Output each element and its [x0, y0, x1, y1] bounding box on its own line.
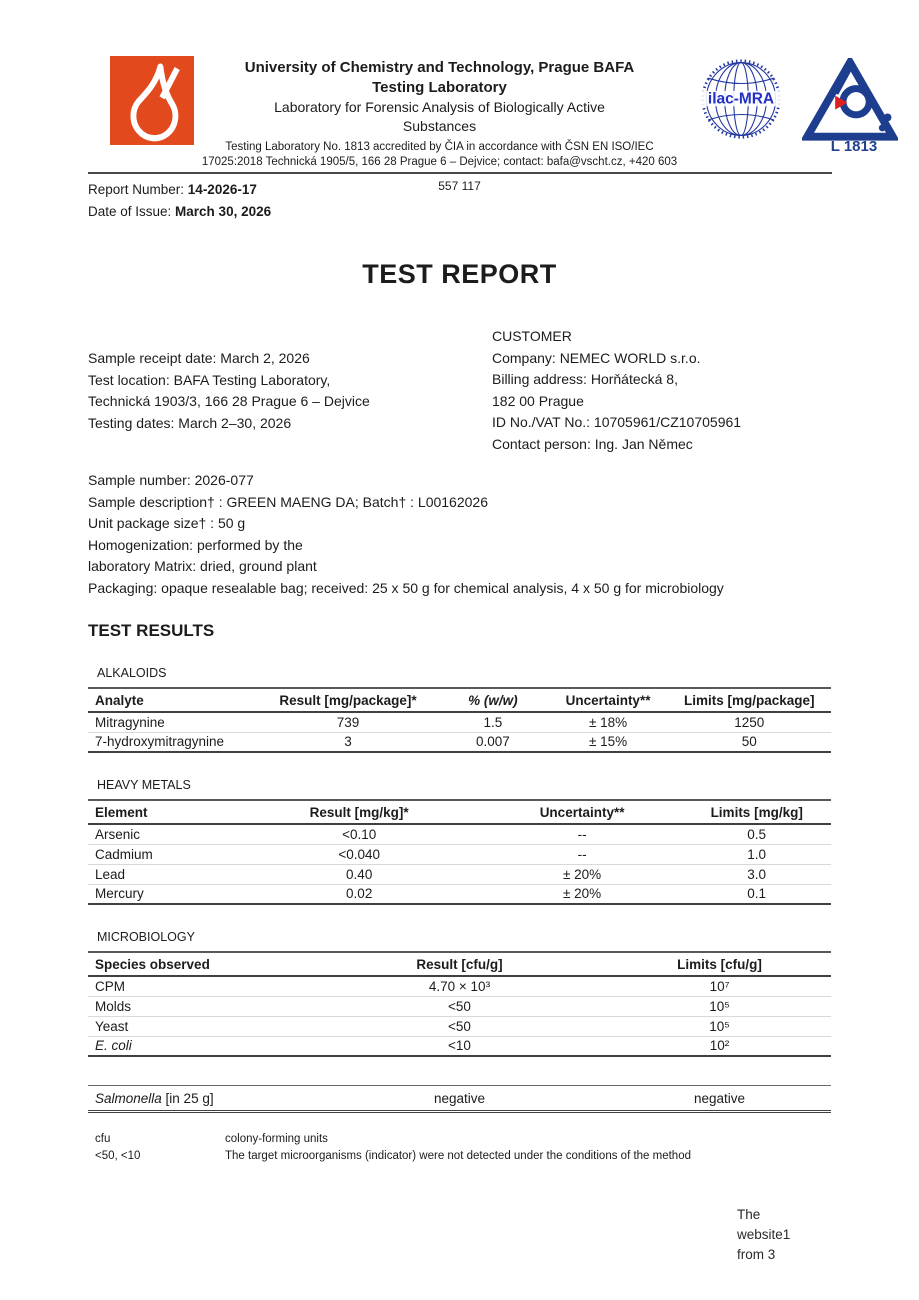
table-cell: 10⁵: [608, 996, 831, 1016]
salmonella-name-cell: [88, 1086, 311, 1112]
customer-lines: [492, 348, 831, 456]
footer-line: website1: [737, 1227, 791, 1242]
table-cell: Cadmium: [88, 844, 237, 864]
table-cell: <50: [311, 996, 608, 1016]
table-cell: CPM: [95, 978, 125, 994]
table-cell: Mitragynine: [95, 714, 165, 730]
accreditation-line1: Testing Laboratory No. 1813 accredited by ČIA in accordance with ČSN EN ISO/IEC: [225, 141, 654, 153]
table-cell: 0.02: [237, 884, 482, 904]
accreditation-line2: 17025:2018 Technická 1905/5, 166 28 Prague 6 – Dejvice; contact: bafa@vscht.cz, +420 603: [201, 156, 678, 168]
table-row: [88, 1036, 831, 1056]
table-cell: Arsenic: [95, 826, 141, 842]
laboratory-identification: [194, 56, 685, 170]
table-cell: ± 20%: [482, 884, 683, 904]
heavy-metals-label: HEAVY METALS: [97, 778, 191, 792]
table-cell: <10: [311, 1036, 608, 1056]
uct-prague-logo-icon: [110, 56, 194, 145]
org-name-line1: University of Chemistry and Technology, Prague BAFA: [244, 59, 635, 76]
table-cell: Lead: [88, 864, 237, 884]
org-name-line2: Testing Laboratory: [372, 79, 507, 96]
accreditation-logos: [685, 56, 907, 154]
cia-accreditation-number: L 1813: [830, 138, 878, 155]
table-cell: 10⁷: [709, 978, 730, 994]
alkaloids-label: ALKALOIDS: [97, 666, 167, 680]
info-line: Technická 1903/3, 166 28 Prague 6 – Dejvice: [88, 393, 370, 409]
table-cell: 0.5: [747, 826, 767, 842]
table-cell: ± 15%: [549, 732, 668, 752]
svg-text:ilac-MRA: ilac-MRA: [707, 90, 775, 108]
customer-info: [492, 326, 831, 455]
page-footer: [737, 1205, 790, 1265]
table-header-cell: Element: [88, 800, 237, 824]
microbiology-label: MICROBIOLOGY: [97, 930, 195, 944]
header-divider: [88, 172, 832, 174]
info-line: Sample receipt date: March 2, 2026: [88, 350, 310, 366]
customer-line: Contact person: Ing. Jan Němec: [492, 435, 693, 452]
table-header-row: [88, 688, 831, 712]
table-row: [88, 712, 831, 732]
table-header-cell: Result [cfu/g]: [311, 952, 608, 976]
table-header-cell: Analyte: [88, 688, 259, 712]
table-header-cell: Uncertainty**: [482, 800, 683, 824]
table-cell: --: [482, 844, 683, 864]
table-row: [88, 976, 831, 996]
table-header-cell: Limits [mg/kg]: [682, 800, 831, 824]
table-row: [88, 844, 831, 864]
table-header-cell: % (w/w): [437, 688, 548, 712]
sample-line: Sample number: 2026-077: [88, 472, 254, 488]
document-header: [0, 0, 919, 170]
customer-line: 182 00 Prague: [492, 392, 584, 409]
footnote-row: [95, 1148, 831, 1165]
salmonella-name-italic: Salmonella: [95, 1090, 162, 1106]
sample-receipt-info: [88, 326, 492, 455]
customer-line: Billing address: Horňátecká 8,: [492, 371, 678, 387]
footnote-row: [95, 1131, 831, 1148]
table-cell: Yeast: [88, 1016, 311, 1036]
sample-line: Packaging: opaque resealable bag; received: 25 x 50 g for chemical analysis, 4 x 50 g for microbiology: [88, 579, 724, 596]
table-cell: <0.10: [342, 826, 377, 842]
salmonella-name-rest: [in 25 g]: [161, 1090, 214, 1106]
footnotes: [95, 1131, 831, 1164]
sample-line: Sample description† : GREEN MAENG DA; Batch† : L00162026: [88, 493, 488, 510]
table-row: [88, 884, 831, 904]
footnote-term: <50, <10: [95, 1149, 141, 1162]
sample-line: laboratory Matrix: dried, ground plant: [88, 558, 317, 574]
table-row: [88, 864, 831, 884]
info-columns: [88, 326, 831, 455]
accreditation-line3: 557 117: [438, 179, 481, 193]
table-header-row: [88, 800, 831, 824]
customer-line: Company: NEMEC WORLD s.r.o.: [492, 349, 701, 366]
footnote-term: cfu: [95, 1133, 111, 1145]
table-cell: Molds: [88, 996, 311, 1016]
info-line: Testing dates: March 2–30, 2026: [88, 414, 292, 431]
table-cell: 10⁵: [608, 1016, 831, 1036]
date-of-issue-label: Date of Issue:: [88, 204, 176, 219]
table-cell: 4.70 × 10³: [428, 978, 491, 994]
ilac-mra-logo-icon: [685, 58, 797, 140]
table-cell: --: [577, 826, 587, 842]
table-cell: <50: [311, 1016, 608, 1036]
report-number-label: Report Number:: [88, 182, 188, 197]
salmonella-limit-cell: negative: [694, 1090, 746, 1106]
salmonella-result-cell: negative: [433, 1090, 485, 1106]
table-cell: 0.007: [437, 732, 548, 752]
footnote-definition: The target microorganisms (indicator) were not detected under the conditions of the method: [225, 1149, 691, 1162]
footer-line: from 3: [737, 1247, 776, 1262]
org-name-line3: Laboratory for Forensic Analysis of Biologically Active Substances: [274, 99, 605, 134]
table-cell: 0.1: [682, 884, 831, 904]
table-header-row: [88, 952, 831, 976]
table-cell: Mercury: [88, 884, 237, 904]
footer-line: The: [737, 1207, 761, 1222]
sample-details: [88, 470, 831, 599]
alkaloids-table: [88, 687, 831, 753]
cia-accreditation-mark: [802, 58, 906, 154]
table-cell: 3: [259, 732, 437, 752]
table-cell: 50: [668, 732, 832, 752]
heavy-metals-table: [88, 799, 831, 905]
table-cell: 1.5: [483, 714, 503, 730]
cia-triangle-logo-icon: [802, 58, 898, 142]
date-of-issue-line: [88, 201, 831, 223]
table-header-cell: Limits [mg/package]: [668, 688, 832, 712]
table-row: [88, 996, 831, 1016]
table-cell: 1.0: [682, 844, 831, 864]
date-of-issue-value: March 30, 2026: [175, 204, 272, 219]
salmonella-table: [88, 1085, 831, 1113]
table-cell: 10²: [608, 1036, 831, 1056]
footnote-definition: colony-forming units: [225, 1133, 328, 1145]
table-cell: 7-hydroxymitragynine: [88, 732, 259, 752]
salmonella-row: [88, 1086, 831, 1112]
report-number-value: 14-2026-17: [187, 182, 257, 197]
table-header-cell: Species observed: [88, 952, 311, 976]
page-title: TEST REPORT: [362, 259, 557, 289]
table-cell: <0.040: [237, 844, 482, 864]
info-line: Test location: BAFA Testing Laboratory,: [88, 371, 331, 388]
table-cell: 739: [336, 714, 360, 730]
customer-heading: CUSTOMER: [492, 328, 572, 344]
table-cell: 0.40: [237, 864, 482, 884]
table-header-cell: Result [mg/kg]*: [237, 800, 482, 824]
table-cell: ± 18%: [588, 714, 628, 730]
sample-line: Homogenization: performed by the: [88, 536, 303, 553]
table-header-cell: Result [mg/package]*: [259, 688, 437, 712]
customer-line: ID No./VAT No.: 10705961/CZ10705961: [492, 414, 742, 430]
table-row: [88, 824, 831, 844]
table-cell: 1250: [734, 714, 765, 730]
test-results-heading: TEST RESULTS: [88, 621, 215, 640]
table-cell: ± 20%: [482, 864, 683, 884]
table-row: [88, 732, 831, 752]
sample-line: Unit package size† : 50 g: [88, 515, 246, 531]
table-cell: E. coli: [88, 1036, 311, 1056]
table-cell: 3.0: [682, 864, 831, 884]
table-row: [88, 1016, 831, 1036]
microbiology-table: [88, 951, 831, 1057]
table-header-cell: Uncertainty**: [549, 688, 668, 712]
report-meta: [88, 179, 831, 231]
table-header-cell: Limits [cfu/g]: [608, 952, 831, 976]
